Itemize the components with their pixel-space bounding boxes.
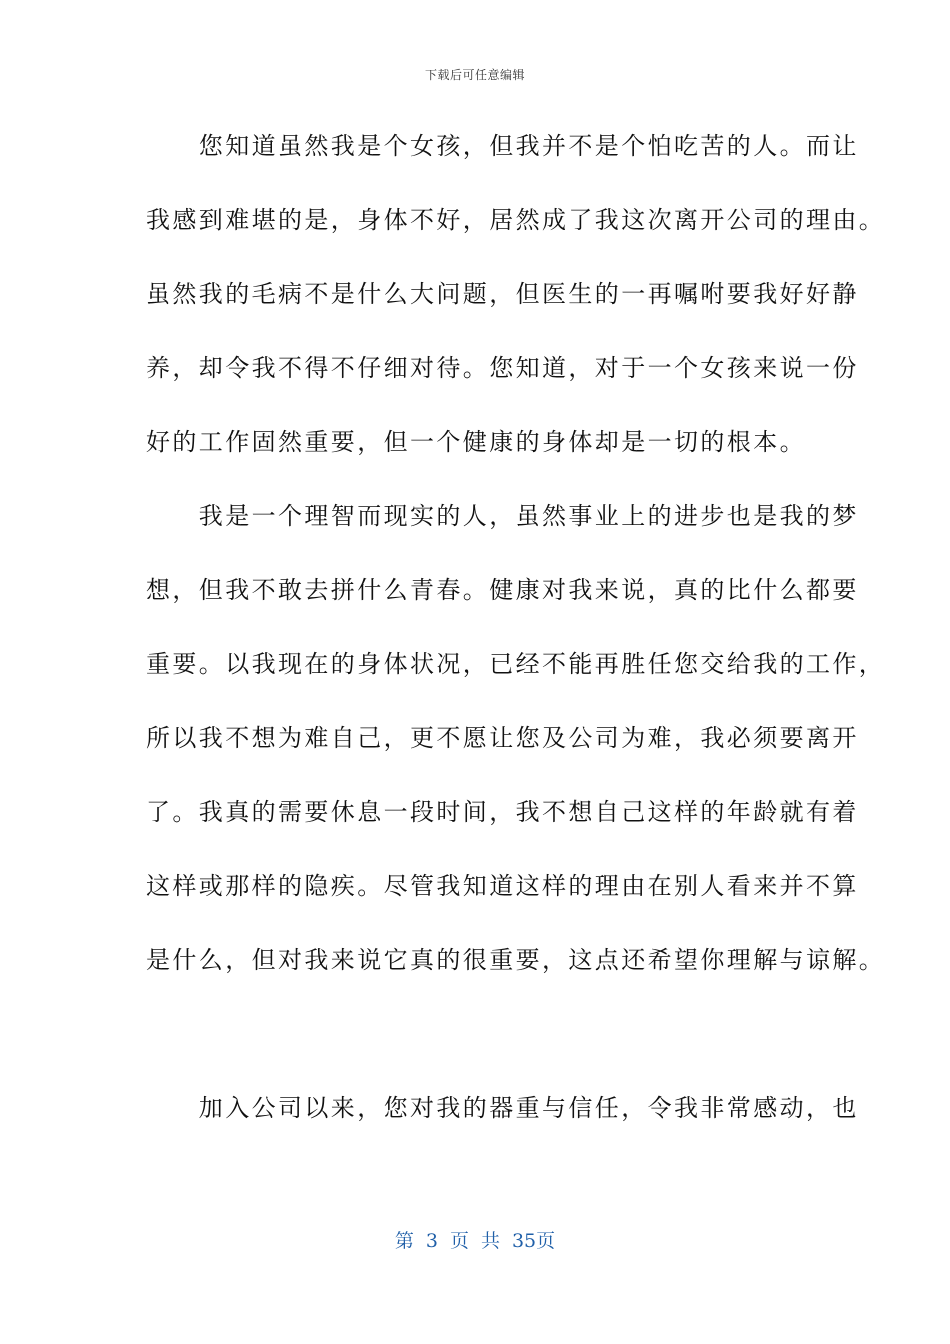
body-line: 我感到难堪的是，身体不好，居然成了我这次离开公司的理由。 <box>146 206 886 234</box>
footer-mid1: 页 <box>449 1230 469 1252</box>
footer-prefix: 第 <box>394 1230 414 1252</box>
body-line: 重要。以我现在的身体状况，已经不能再胜任您交给我的工作， <box>146 650 886 678</box>
body-line: 这样或那样的隐疾。尽管我知道这样的理由在别人看来并不算 <box>146 872 859 900</box>
footer-current-page: 3 <box>425 1230 438 1252</box>
body-line: 是什么，但对我来说它真的很重要，这点还希望你理解与谅解。 <box>146 946 886 974</box>
body-line: 想，但我不敢去拼什么青春。健康对我来说，真的比什么都要 <box>146 576 859 604</box>
body-line: 了。我真的需要休息一段时间，我不想自己这样的年龄就有着 <box>146 798 859 826</box>
footer-suffix: 页 <box>536 1230 556 1252</box>
body-line: 好的工作固然重要，但一个健康的身体却是一切的根本。 <box>146 428 806 456</box>
header-note: 下载后可任意编辑 <box>424 68 525 82</box>
body-line: 所以我不想为难自己，更不愿让您及公司为难，我必须要离开 <box>146 724 859 752</box>
body-line: 加入公司以来，您对我的器重与信任，令我非常感动，也 <box>146 1094 859 1122</box>
footer-total-pages: 35 <box>511 1230 537 1252</box>
body-line: 您知道虽然我是个女孩，但我并不是个怕吃苦的人。而让 <box>146 132 859 160</box>
page-number-footer <box>0 1226 950 1253</box>
footer-mid2: 共 <box>480 1230 500 1252</box>
body-line: 虽然我的毛病不是什么大问题，但医生的一再嘱咐要我好好静 <box>146 280 859 308</box>
body-line: 养，却令我不得不仔细对待。您知道，对于一个女孩来说一份 <box>146 354 859 382</box>
body-line: 我是一个理智而现实的人，虽然事业上的进步也是我的梦 <box>146 502 859 530</box>
